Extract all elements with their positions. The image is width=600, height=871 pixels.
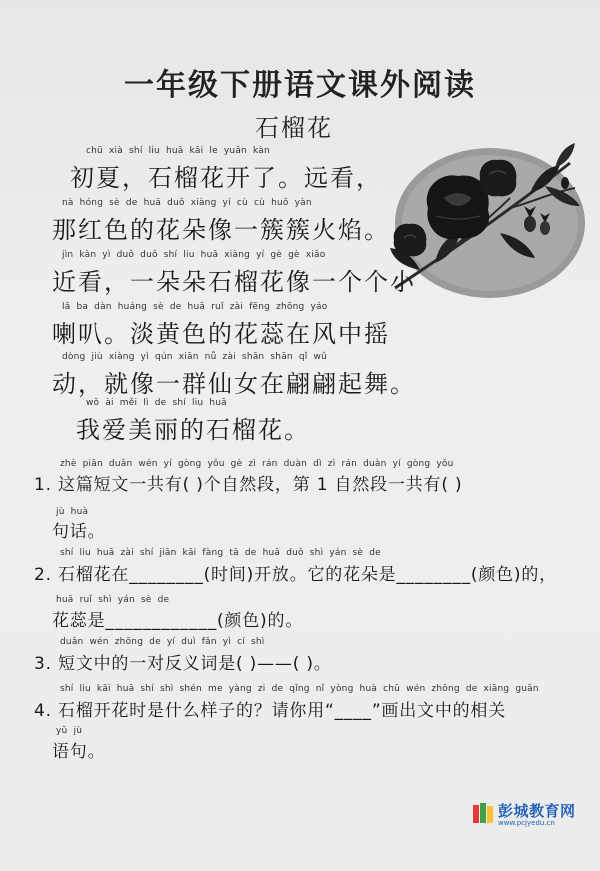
- question-1-cont: 句话。: [52, 522, 106, 542]
- question-2-cont: 花蕊是____________(颜色)的。: [52, 611, 304, 631]
- passage-line-2: 那红色的花朵像一簇簇火焰。: [52, 216, 390, 244]
- worksheet-title: 一年级下册语文课外阅读: [124, 68, 476, 103]
- passage-line-1: 初夏，石榴花开了。远看，: [70, 164, 382, 192]
- question-4-pinyin-cont: yǔ jù: [56, 726, 83, 736]
- question-3-pinyin: duǎn wén zhōng de yí duì fǎn yì cí shì: [60, 637, 265, 647]
- passage-line-4: 喇叭。淡黄色的花蕊在风中摇: [52, 320, 390, 348]
- watermark-logo: [472, 800, 584, 832]
- passage-line-3: 近看，一朵朵石榴花像一个个小: [52, 268, 416, 296]
- question-1-pinyin-cont: jù huà: [56, 507, 89, 517]
- question-2-pinyin-cont: huā ruǐ shì yán sè de: [56, 595, 170, 605]
- watermark-url: www.pcjyedu.cn: [498, 819, 555, 827]
- watermark-name: 彭城教育网: [498, 802, 576, 820]
- question-4: 4. 石榴开花时是什么样子的？请你用“____”画出文中的相关: [34, 701, 507, 721]
- passage-pinyin-3: jìn kàn yì duǒ duǒ shí liu huā xiàng yí gè gè xiǎo: [62, 250, 326, 260]
- passage-pinyin-6: wǒ ài měi lì de shí liu huā: [86, 398, 227, 408]
- passage-line-5: 动，就像一群仙女在翩翩起舞。: [52, 370, 416, 398]
- question-3: 3. 短文中的一对反义词是( )——( )。: [34, 654, 332, 674]
- passage-pinyin-2: nà hóng sè de huā duǒ xiàng yí cù cù huǒ yàn: [62, 198, 312, 208]
- question-2-pinyin: shí liu huā zài shí jiān kāi fàng tā de huā duǒ shì yán sè de: [60, 548, 381, 558]
- passage-pinyin-4: lǎ ba dàn huáng sè de huā ruǐ zài fēng zhōng yáo: [62, 302, 328, 312]
- question-4-pinyin: shí liu kāi huā shí shì shén me yàng zi de qǐng nǐ yòng huà chū wén zhōng de xiāng guān: [60, 684, 539, 694]
- passage-line-6: 我爱美丽的石榴花。: [76, 416, 310, 444]
- question-2: 2. 石榴花在________(时间)开放。它的花朵是________(颜色)的，: [34, 565, 557, 585]
- passage-pinyin-1: chū xià shí liu huā kāi le yuǎn kàn: [86, 146, 270, 156]
- passage-pinyin-5: dòng jiù xiàng yì qún xiān nǚ zài shān shān qǐ wǔ: [62, 352, 328, 362]
- book-icon: [472, 802, 494, 826]
- question-1: 1. 这篇短文一共有( )个自然段，第 1 自然段一共有( ): [34, 475, 463, 495]
- passage-title: 石榴花: [255, 114, 333, 142]
- question-4-cont: 语句。: [52, 742, 106, 762]
- question-1-pinyin: zhè piān duǎn wén yí gòng yǒu gè zì rán duàn dì zì rán duàn yí gòng yǒu: [60, 459, 454, 469]
